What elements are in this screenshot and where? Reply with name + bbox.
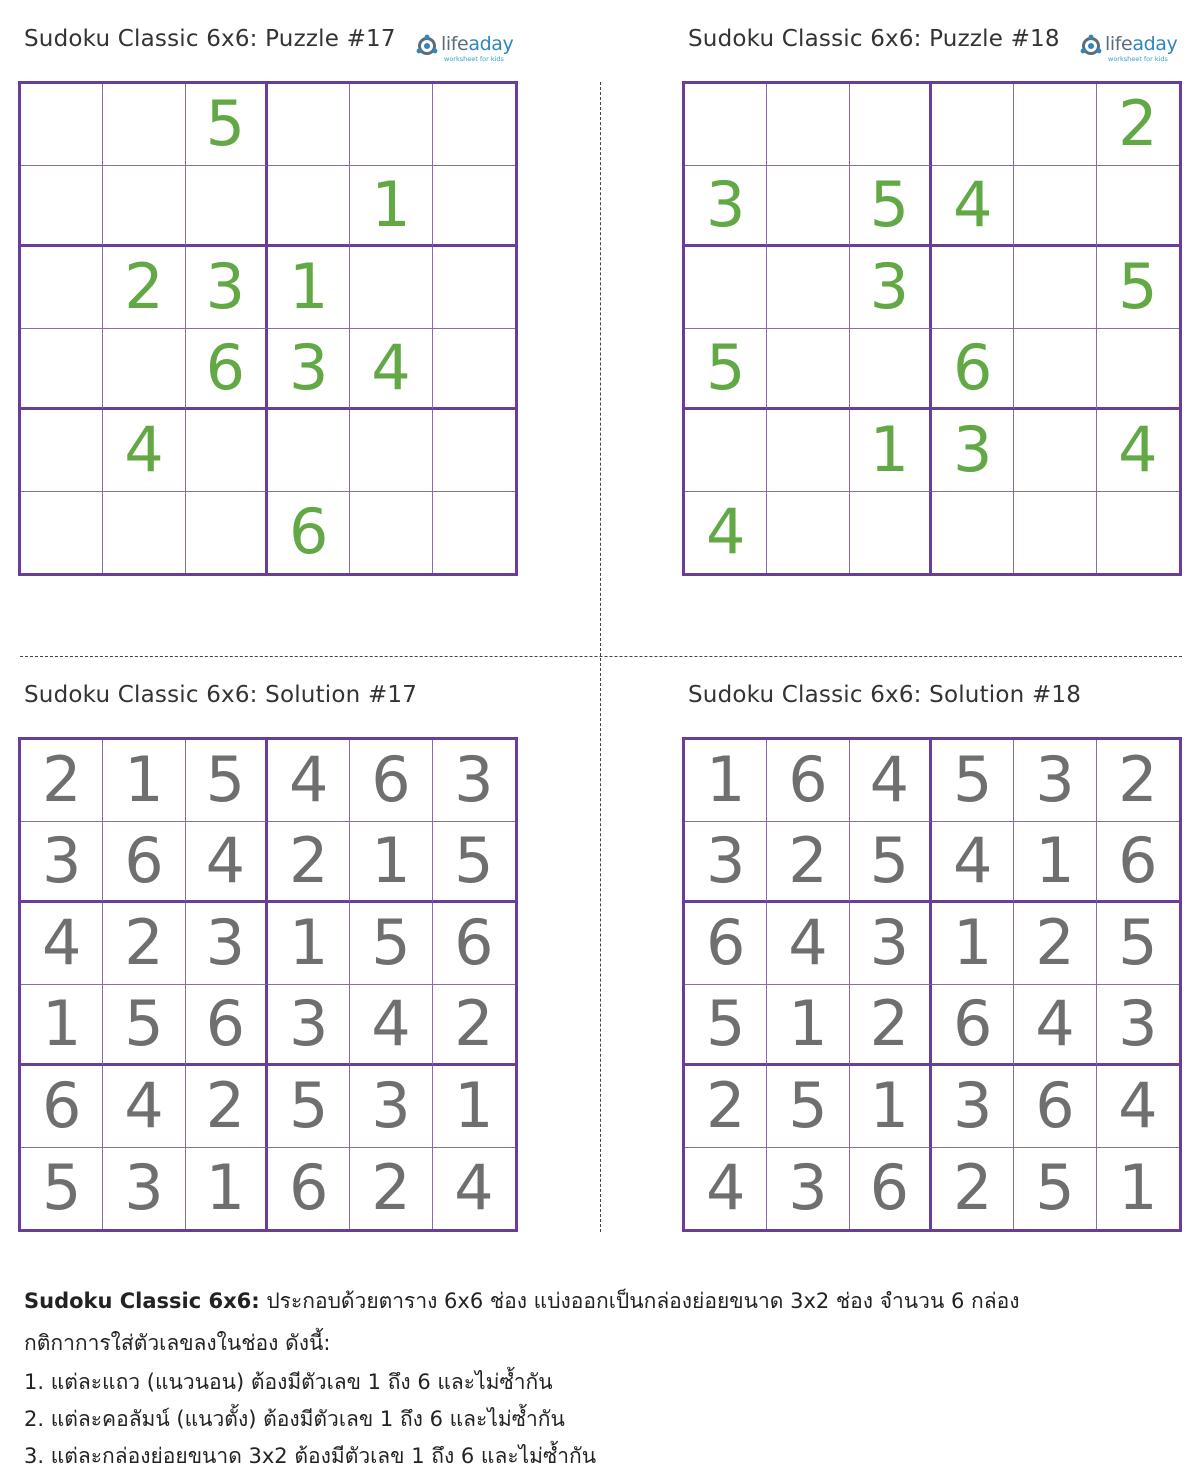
sudoku-cell: 3: [186, 247, 268, 329]
sudoku-cell: [767, 247, 849, 329]
sudoku-cell: [103, 329, 185, 411]
sudoku-cell: 6: [21, 1066, 103, 1148]
logo-aday: aday: [468, 33, 514, 55]
sudoku-cell: [350, 84, 432, 166]
sudoku-cell: 4: [268, 740, 350, 822]
sudoku-cell: 5: [350, 903, 432, 985]
sudoku-cell: [21, 329, 103, 411]
sudoku-cell: 2: [268, 822, 350, 904]
sudoku-cell: 1: [1014, 822, 1096, 904]
sudoku-cell: 4: [1014, 985, 1096, 1067]
sudoku-cell: 1: [850, 1066, 932, 1148]
sudoku-grid: [18, 81, 518, 576]
sudoku-cell: [850, 84, 932, 166]
sudoku-cell: 4: [21, 903, 103, 985]
sudoku-cell: 6: [433, 903, 515, 985]
logo-mark-icon: [1079, 34, 1103, 58]
sudoku-cell: 1: [1118, 1151, 1158, 1225]
sudoku-cell: [433, 410, 515, 492]
sudoku-cell: [1014, 166, 1096, 248]
sudoku-cell: 2: [932, 1148, 1014, 1230]
sudoku-grid: [682, 737, 1182, 1232]
sudoku-cell: 1: [21, 985, 103, 1067]
sudoku-cell: 2: [103, 247, 185, 329]
sudoku-cell: 3: [685, 822, 767, 904]
sudoku-cell: [932, 492, 1014, 574]
rules-list: [24, 1364, 1184, 1475]
sudoku-cell: 3: [186, 903, 268, 985]
sudoku-cell: [433, 492, 515, 574]
sudoku-cell: 3: [850, 247, 932, 329]
sudoku-cell: 3: [350, 1066, 432, 1148]
sudoku-cell: [350, 247, 432, 329]
sudoku-cell: 3: [932, 1066, 1014, 1148]
description-line2: กติกาการใส่ตัวเลขลงในช่อง ดังนี้:: [24, 1331, 331, 1355]
sudoku-cell: [103, 166, 185, 248]
sudoku-cell: 4: [103, 410, 185, 492]
sudoku-cell: [186, 492, 268, 574]
sudoku-cell: 3: [767, 1148, 849, 1230]
description-line1: ประกอบด้วยตาราง 6x6 ช่อง แบ่งออกเป็นกล่องย่อยขนาด 3x2 ช่อง จำนวน 6 กล่อง: [259, 1289, 1020, 1313]
sudoku-cell: 5: [433, 822, 515, 904]
sudoku-cell: 2: [433, 985, 515, 1067]
sudoku-cell: 5: [1014, 1148, 1096, 1230]
sudoku-cell: 4: [685, 1148, 767, 1230]
sudoku-cell: 4: [103, 1066, 185, 1148]
sudoku-cell: 4: [186, 822, 268, 904]
rule-item: 2. แต่ละคอลัมน์ (แนวตั้ง) ต้องมีตัวเลข 1 ถึง 6 และไม่ซ้ำกัน: [24, 1407, 565, 1431]
sudoku-cell: 6: [767, 740, 849, 822]
logo-tagline: worksheet for kids: [1108, 55, 1168, 63]
sudoku-cell: [1014, 410, 1096, 492]
sudoku-cell: 5: [186, 84, 268, 166]
sudoku-cell: [350, 492, 432, 574]
sudoku-cell: 4: [932, 166, 1014, 248]
sudoku-cell: [685, 84, 767, 166]
sudoku-cell: 6: [103, 822, 185, 904]
sudoku-cell: 2: [767, 822, 849, 904]
sudoku-cell: 2: [1014, 903, 1096, 985]
sudoku-cell: [268, 410, 350, 492]
logo-mark-icon: [415, 34, 439, 58]
sudoku-cell: 4: [850, 740, 932, 822]
sudoku-cell: [1097, 166, 1179, 248]
sudoku-cell: [685, 410, 767, 492]
description: [24, 1280, 1184, 1475]
sudoku-cell: 3: [103, 1148, 185, 1230]
sudoku-cell: 3: [1014, 740, 1096, 822]
sudoku-cell: [433, 329, 515, 411]
sudoku-cell: 3: [850, 903, 932, 985]
sudoku-cell: 2: [685, 1066, 767, 1148]
sudoku-cell: 3: [685, 166, 767, 248]
sudoku-cell: 6: [850, 1148, 932, 1230]
sudoku-cell: [685, 247, 767, 329]
sudoku-cell: 5: [186, 740, 268, 822]
logo-tagline: worksheet for kids: [444, 55, 504, 63]
sudoku-cell: [767, 410, 849, 492]
sudoku-cell: 5: [850, 822, 932, 904]
sudoku-cell: [850, 329, 932, 411]
sudoku-cell: 1: [186, 1148, 268, 1230]
sudoku-cell: [1014, 84, 1096, 166]
sudoku-grid: [18, 737, 518, 1232]
sudoku-cell: [268, 84, 350, 166]
description-heading: Sudoku Classic 6x6:: [24, 1289, 260, 1313]
sudoku-cell: [1097, 492, 1179, 574]
sudoku-cell: [268, 166, 350, 248]
sudoku-grid: [682, 81, 1182, 576]
sudoku-cell: 1: [268, 247, 350, 329]
sudoku-cell: 1: [350, 822, 432, 904]
sudoku-cell: 4: [932, 822, 1014, 904]
sudoku-cell: [767, 84, 849, 166]
logo-life: life: [441, 33, 469, 55]
description-intro: [24, 1280, 1184, 1322]
sudoku-cell: 2: [21, 740, 103, 822]
logo-life: life: [1105, 33, 1133, 55]
sudoku-cell: 6: [186, 985, 268, 1067]
sudoku-cell: 5: [268, 1066, 350, 1148]
sudoku-cell: 1: [433, 1066, 515, 1148]
panel-title: Sudoku Classic 6x6: Solution #18: [688, 682, 1082, 708]
sudoku-cell: 5: [850, 166, 932, 248]
sudoku-cell: 5: [685, 985, 767, 1067]
sudoku-cell: 3: [268, 985, 350, 1067]
sudoku-cell: 4: [767, 903, 849, 985]
panel-title: Sudoku Classic 6x6: Puzzle #18: [688, 26, 1060, 52]
sudoku-cell: [21, 410, 103, 492]
sudoku-cell: 4: [350, 985, 432, 1067]
sudoku-cell: [932, 247, 1014, 329]
sudoku-cell: [103, 492, 185, 574]
sudoku-cell: 1: [932, 903, 1014, 985]
sudoku-cell: 2: [186, 1066, 268, 1148]
sudoku-cell: [103, 84, 185, 166]
sudoku-cell: 1: [103, 740, 185, 822]
sudoku-cell: 2: [1097, 740, 1179, 822]
sudoku-cell: [433, 84, 515, 166]
sudoku-cell: 6: [350, 740, 432, 822]
sudoku-cell: 6: [1014, 1066, 1096, 1148]
sudoku-cell: [1097, 329, 1179, 411]
sudoku-cell: 4: [1097, 410, 1179, 492]
sudoku-cell: 1: [685, 740, 767, 822]
sudoku-cell: [767, 329, 849, 411]
sudoku-cell: [21, 492, 103, 574]
sudoku-cell: 6: [932, 985, 1014, 1067]
sudoku-cell: [21, 166, 103, 248]
logo-aday: aday: [1132, 33, 1178, 55]
sudoku-cell: [21, 247, 103, 329]
rule-item: 1. แต่ละแถว (แนวนอน) ต้องมีตัวเลข 1 ถึง 6 และไม่ซ้ำกัน: [24, 1370, 553, 1394]
sudoku-cell: 5: [1097, 903, 1179, 985]
sudoku-cell: 2: [350, 1148, 432, 1230]
sudoku-cell: 5: [1097, 247, 1179, 329]
sudoku-cell: 5: [685, 329, 767, 411]
sudoku-cell: [186, 166, 268, 248]
sudoku-cell: 4: [1097, 1066, 1179, 1148]
sudoku-cell: [433, 166, 515, 248]
sudoku-cell: 5: [767, 1066, 849, 1148]
sudoku-cell: 3: [932, 410, 1014, 492]
horizontal-divider: [20, 656, 1182, 657]
vertical-divider: [600, 82, 601, 1232]
sudoku-cell: 2: [1097, 84, 1179, 166]
sudoku-cell: 2: [850, 985, 932, 1067]
sudoku-cell: 4: [685, 492, 767, 574]
sudoku-cell: 4: [454, 1151, 494, 1225]
sudoku-cell: [932, 84, 1014, 166]
sudoku-cell: 4: [350, 329, 432, 411]
sudoku-cell: 5: [21, 1148, 103, 1230]
sudoku-cell: [767, 166, 849, 248]
sudoku-cell: 6: [268, 1148, 350, 1230]
sudoku-cell: 6: [268, 492, 350, 574]
sudoku-cell: [1014, 492, 1096, 574]
sudoku-cell: [433, 247, 515, 329]
sudoku-cell: [767, 492, 849, 574]
sudoku-cell: 6: [186, 329, 268, 411]
sudoku-cell: 5: [103, 985, 185, 1067]
lifeaday-logo: [415, 32, 519, 66]
rule-item: 3. แต่ละกล่องย่อยขนาด 3x2 ต้องมีตัวเลข 1 ถึง 6 และไม่ซ้ำกัน: [24, 1444, 597, 1468]
sudoku-cell: 5: [932, 740, 1014, 822]
sudoku-cell: 1: [350, 166, 432, 248]
sudoku-cell: 6: [1097, 822, 1179, 904]
sudoku-cell: [21, 84, 103, 166]
sudoku-cell: 2: [103, 903, 185, 985]
sudoku-cell: [350, 410, 432, 492]
sudoku-cell: 1: [268, 903, 350, 985]
sudoku-cell: 3: [21, 822, 103, 904]
panel-title: Sudoku Classic 6x6: Puzzle #17: [24, 26, 396, 52]
logo-wordmark: [441, 33, 513, 55]
sudoku-cell: 3: [1097, 985, 1179, 1067]
sudoku-cell: 6: [685, 903, 767, 985]
sudoku-cell: 6: [932, 329, 1014, 411]
sudoku-cell: 3: [433, 740, 515, 822]
sudoku-cell: [850, 492, 932, 574]
sudoku-cell: [1014, 329, 1096, 411]
sudoku-cell: 1: [850, 410, 932, 492]
logo-wordmark: [1105, 33, 1177, 55]
panel-title: Sudoku Classic 6x6: Solution #17: [24, 682, 418, 708]
sudoku-cell: 3: [268, 329, 350, 411]
sudoku-cell: [186, 410, 268, 492]
lifeaday-logo: [1079, 32, 1183, 66]
sudoku-cell: [1014, 247, 1096, 329]
sudoku-cell: 1: [767, 985, 849, 1067]
